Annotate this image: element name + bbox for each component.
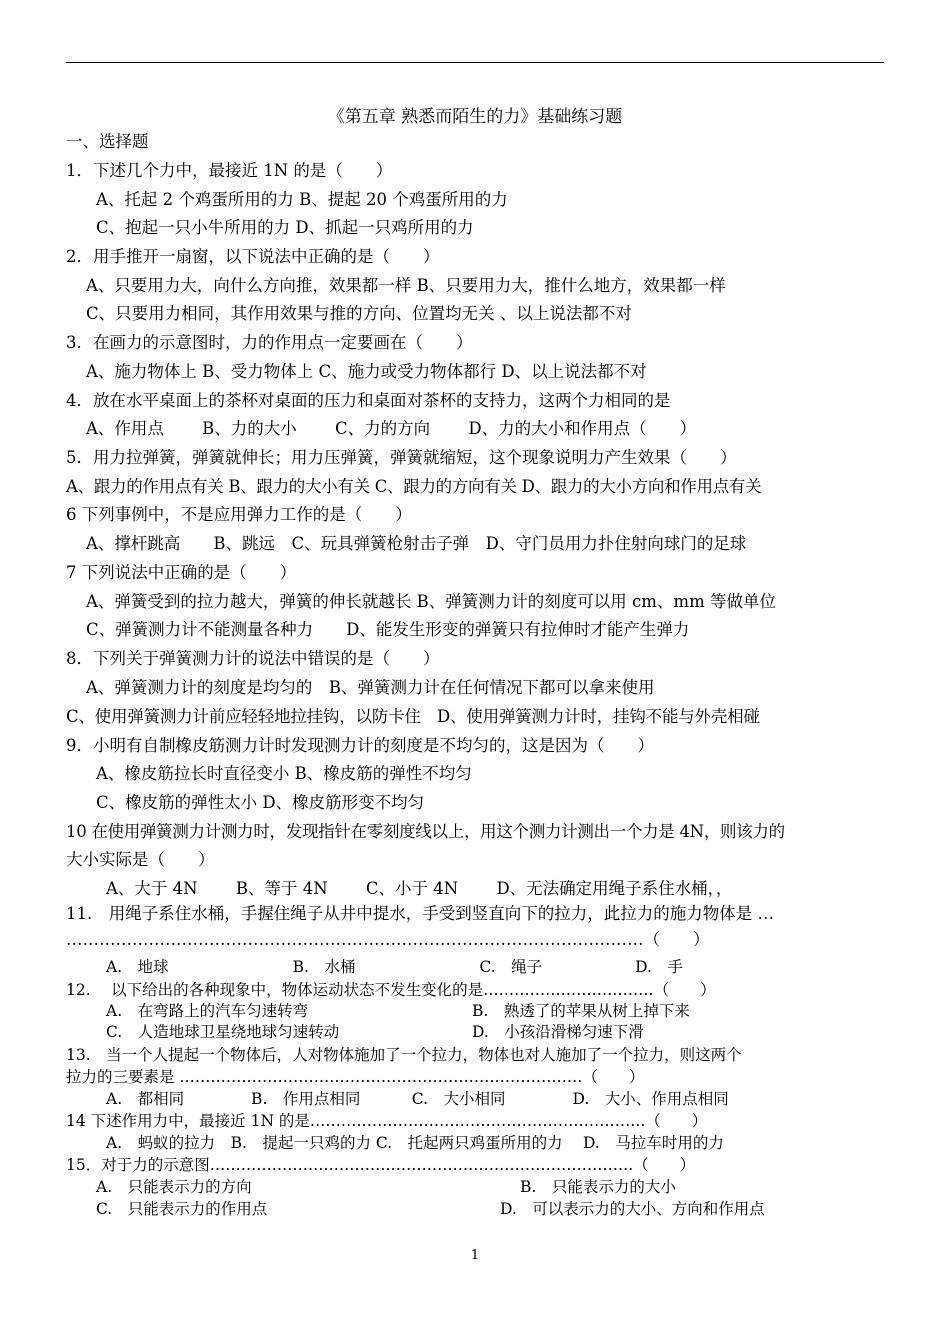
- option-line: C. 人造地球卫星绕地球匀速转动: [106, 1023, 340, 1041]
- question-line: 2．用手推开一扇窗，以下说法中正确的是（ ）: [66, 247, 440, 266]
- option-line: C、橡皮筋的弹性太小 D、橡皮筋形变不均匀: [96, 793, 425, 812]
- question-line: 9．小明有自制橡皮筋测力计时发现测力计的刻度是不均匀的，这是因为（ ）: [66, 736, 654, 755]
- option-line: A、托起 2 个鸡蛋所用的力 B、提起 20 个鸡蛋所用的力: [96, 190, 508, 209]
- option-line: A、大于 4N B、等于 4N C、小于 4N D、无法确定用绳子系住水桶，，: [106, 879, 733, 898]
- option-line: B. 只能表示力的大小: [520, 1178, 676, 1196]
- question-line: 6 下列事例中，不是应用弹力工作的是（ ）: [66, 505, 412, 524]
- question-line: 7 下列说法中正确的是（ ）: [66, 563, 297, 582]
- option-line: A、橡皮筋拉长时直径变小 B、橡皮筋的弹性不均匀: [96, 764, 472, 783]
- question-line: 8．下列关于弹簧测力计的说法中错误的是（ ）: [66, 649, 440, 668]
- option-line: C. 只能表示力的作用点: [96, 1200, 268, 1218]
- option-line: C、抱起一只小牛所用的力 D、抓起一只鸡所用的力: [96, 218, 474, 237]
- option-line: A. 都相同 B. 作用点相同 C. 大小相同 D. 大小、作用点相同: [106, 1090, 729, 1108]
- question-line: 拉力的三要素是 ……………………………………………………………………（ ）: [66, 1068, 645, 1086]
- option-line: A、施力物体上 B、受力物体上 C、施力或受力物体都行 D、以上说法都不对: [86, 362, 647, 381]
- page-number: 1: [470, 1248, 480, 1263]
- option-line: C、弹簧测力计不能测量各种力 D、能发生形变的弹簧只有拉伸时才能产生弹力: [86, 620, 690, 639]
- option-line: A. 蚂蚁的拉力 B. 提起一只鸡的力 C. 托起两只鸡蛋所用的力 D. 马拉车时用的力: [106, 1134, 724, 1152]
- option-line: A. 在弯路上的汽车匀速转弯: [106, 1002, 309, 1020]
- question-line: 4．放在水平桌面上的茶杯对桌面的压力和桌面对茶杯的支持力，这两个力相同的是: [66, 391, 671, 410]
- option-line: C、使用弹簧测力计前应轻轻地拉挂钩，以防卡住 D、使用弹簧测力计时，挂钩不能与外壳相碰: [66, 707, 760, 726]
- question-line: 5．用力拉弹簧，弹簧就伸长；用力压弹簧，弹簧就缩短，这个现象说明力产生效果（ ）: [66, 448, 737, 467]
- option-line: A. 地球 B. 水桶 C. 绳子 D. 手: [106, 958, 683, 976]
- option-line: A、作用点 B、力的大小 C、力的方向 D、力的大小和作用点（ ）: [86, 419, 697, 438]
- question-line: 15．对于力的示意图……………………………………………………………………….（ ）: [66, 1156, 696, 1174]
- option-line: D. 小孩沿滑梯匀速下滑: [472, 1023, 644, 1041]
- page-title: 《第五章 熟悉而陌生的力》基础练习题: [327, 107, 623, 127]
- option-line: B. 熟透了的苹果从树上掉下来: [472, 1002, 690, 1020]
- option-line: A、只要用力大，向什么方向推，效果都一样 B、只要用力大，推什么地方，效果都一样: [86, 276, 726, 295]
- question-line: 14 下述作用力中，最接近 1N 的是………………………………………………………..（ ）: [66, 1112, 708, 1130]
- question-line: 1．下述几个力中，最接近 1N 的是（ ）: [66, 161, 393, 180]
- question-line: 3．在画力的示意图时，力的作用点一定要画在（ ）: [66, 333, 473, 352]
- option-line: C、只要用力相同，其作用效果与推的方向、位置均无关 、以上说法都不对: [86, 304, 632, 323]
- question-line: 10 在使用弹簧测力计测力时，发现指针在零刻度线以上，用这个测力计测出一个力是 4N，则该力的: [66, 822, 785, 841]
- option-line: A. 只能表示力的方向: [96, 1178, 252, 1196]
- question-line: 12. 以下给出的各种现象中，物体运动状态不发生变化的是……………………………（ ）: [66, 981, 716, 999]
- question-line: 11. 用绳子系住水桶，手握住绳子从井中提水，手受到竖直向下的拉力，此拉力的施力物体是 …: [66, 904, 774, 923]
- option-line: D. 可以表示力的大小、方向和作用点: [500, 1200, 765, 1218]
- section-heading: 一、选择题: [66, 132, 149, 151]
- option-line: A、撑杆跳高 B、跳远 C、玩具弹簧枪射击子弹 D、守门员用力扑住射向球门的足球: [86, 534, 747, 553]
- option-line: A、跟力的作用点有关 B、跟力的大小有关 C、跟力的方向有关 D、跟力的大小方向和作用点有关: [66, 477, 762, 496]
- leader-line: ……………………………………………………………………………………………（ ）: [66, 930, 710, 949]
- question-line: 13. 当一个人提起一个物体后，人对物体施加了一个拉力，物体也对人施加了一个拉力，则这两个: [66, 1046, 742, 1064]
- option-line: A、弹簧测力计的刻度是均匀的 B、弹簧测力计在任何情况下都可以拿来使用: [86, 678, 655, 697]
- question-line: 大小实际是（ ）: [66, 850, 215, 869]
- option-line: A、弹簧受到的拉力越大，弹簧的伸长就越长 B、弹簧测力计的刻度可以用 cm、mm 等做单位: [86, 592, 776, 611]
